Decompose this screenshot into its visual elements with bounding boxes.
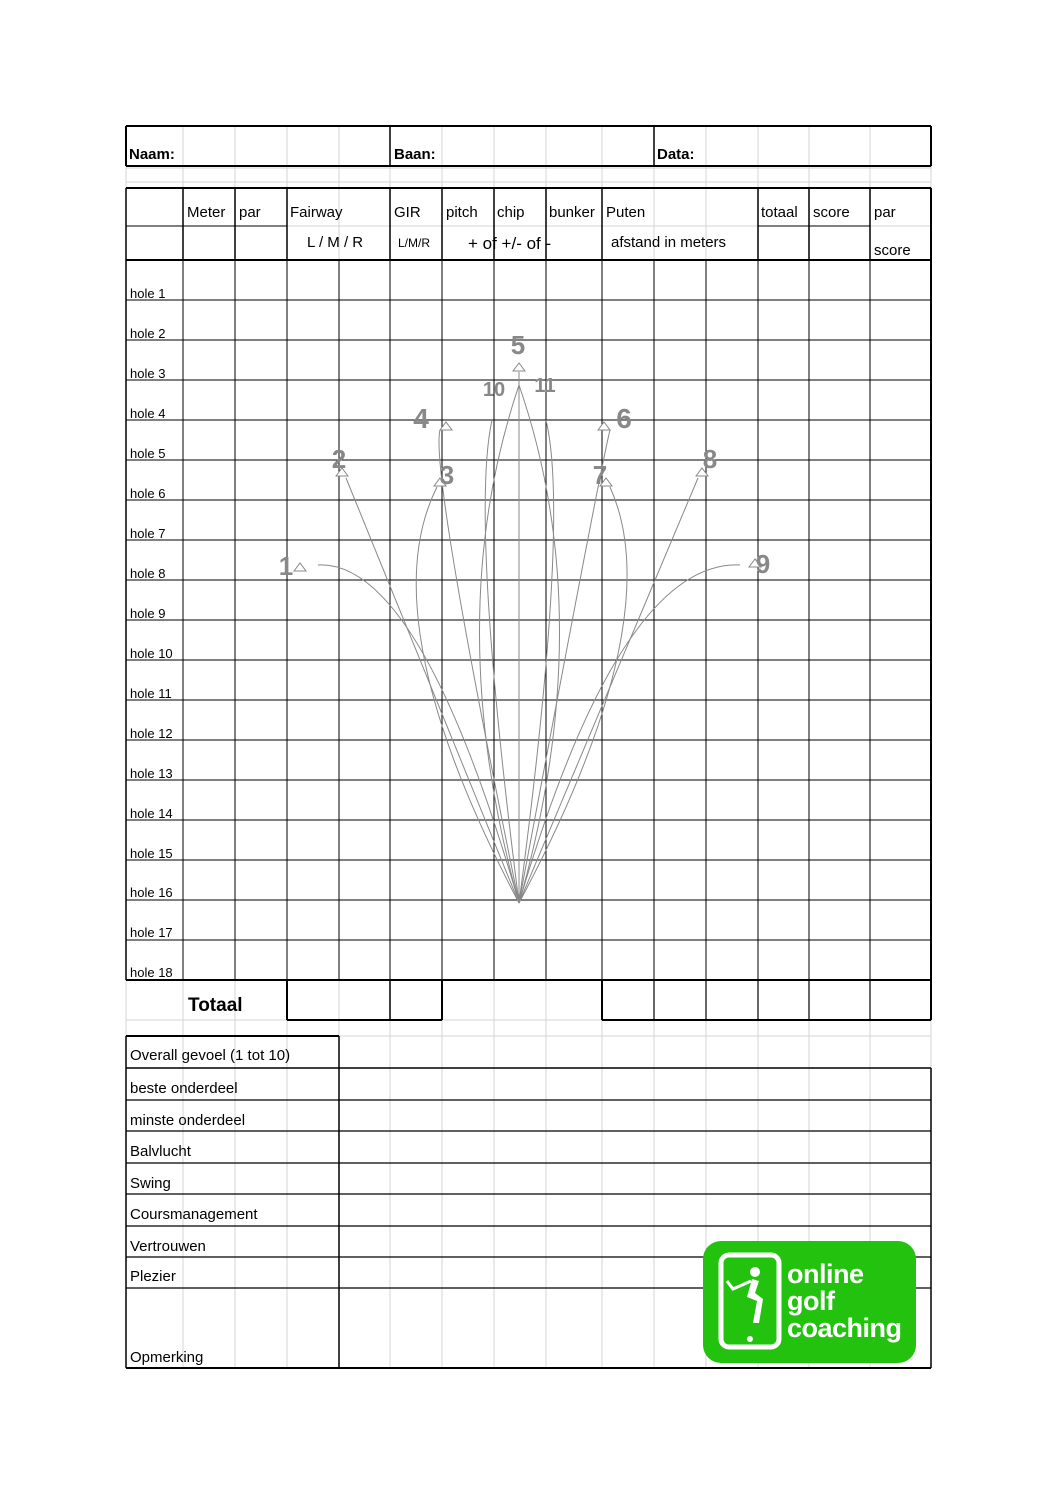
eval-item: Plezier <box>130 1268 176 1285</box>
shot-label-9: 9 <box>755 549 771 579</box>
hole-label: hole 1 <box>130 286 166 301</box>
shot-label-5: 5 <box>510 330 526 360</box>
logo-line-3: coaching <box>787 1313 902 1343</box>
col-chip: chip <box>497 204 525 221</box>
shot-arrowhead <box>513 363 525 371</box>
logo-line-2: golf <box>787 1286 835 1316</box>
baan-label: Baan: <box>394 146 436 163</box>
shot-label-3: 3 <box>439 460 455 490</box>
hole-label: hole 16 <box>130 885 173 900</box>
eval-item: Coursmanagement <box>130 1206 258 1223</box>
shot-shape-diagram <box>279 330 770 903</box>
eval-overall: Overall gevoel (1 tot 10) <box>130 1047 291 1064</box>
logo-line-1: online <box>787 1259 864 1289</box>
afstand-sub: afstand in meters <box>611 234 727 251</box>
totaal-label: Totaal <box>188 995 243 1016</box>
col-fairway: Fairway <box>290 204 343 221</box>
eval-item: minste onderdeel <box>130 1112 246 1129</box>
hole-label: hole 14 <box>130 806 173 821</box>
shot-label-6: 6 <box>616 403 632 434</box>
shot-label-11: 11 <box>534 375 556 397</box>
naam-label: Naam: <box>129 146 175 163</box>
shot-label-2: 2 <box>331 444 347 474</box>
par-score-sub: score <box>874 242 911 259</box>
hole-label: hole 15 <box>130 846 173 861</box>
hole-label: hole 18 <box>130 965 173 980</box>
shot-path <box>485 420 519 903</box>
hole-label: hole 17 <box>130 925 173 940</box>
col-par-score: par <box>874 204 896 221</box>
shot-path <box>519 385 560 903</box>
eval-opmerking: Opmerking <box>130 1349 204 1366</box>
shot-path <box>346 478 519 903</box>
col-pitch: pitch <box>446 204 478 221</box>
shot-label-8: 8 <box>702 444 718 474</box>
hole-label: hole 12 <box>130 726 173 741</box>
col-bunker: bunker <box>549 204 595 221</box>
shot-label-10: 10 <box>482 379 506 401</box>
gir-sub: L/M/R <box>398 236 431 250</box>
shot-arrowhead <box>598 422 610 430</box>
plusmin-sub: + of +/- of - <box>468 234 552 253</box>
hole-label: hole 4 <box>130 406 166 421</box>
tablet-golfer-icon <box>703 1241 783 1363</box>
eval-item: Swing <box>130 1175 171 1192</box>
shot-label-7: 7 <box>592 460 608 490</box>
col-gir: GIR <box>394 204 421 221</box>
col-par: par <box>239 204 261 221</box>
hole-label: hole 6 <box>130 486 166 501</box>
online-golf-coaching-logo <box>703 1241 916 1363</box>
fairway-sub: L / M / R <box>307 234 364 251</box>
hole-label: hole 13 <box>130 766 173 781</box>
shot-path <box>480 385 520 903</box>
hole-label: hole 10 <box>130 646 173 661</box>
col-score: score <box>813 204 850 221</box>
hole-label: hole 2 <box>130 326 166 341</box>
shot-path <box>519 430 610 903</box>
col-totaal: totaal <box>761 204 798 221</box>
data-label: Data: <box>657 146 695 163</box>
eval-item: Vertrouwen <box>130 1238 206 1255</box>
eval-item: beste onderdeel <box>130 1080 238 1097</box>
hole-label: hole 11 <box>130 686 172 701</box>
hole-label: hole 5 <box>130 446 166 461</box>
col-meter: Meter <box>187 204 226 221</box>
hole-label: hole 3 <box>130 366 166 381</box>
shot-path <box>439 430 519 903</box>
shot-path <box>519 420 554 903</box>
shot-arrowhead <box>294 563 306 571</box>
hole-label: hole 8 <box>130 566 166 581</box>
hole-label: hole 9 <box>130 606 166 621</box>
shot-label-1: 1 <box>278 551 294 581</box>
col-puten: Puten <box>606 204 646 221</box>
shot-label-4: 4 <box>413 403 429 434</box>
shot-path <box>519 565 740 903</box>
eval-item: Balvlucht <box>130 1143 191 1160</box>
hole-label: hole 7 <box>130 526 166 541</box>
